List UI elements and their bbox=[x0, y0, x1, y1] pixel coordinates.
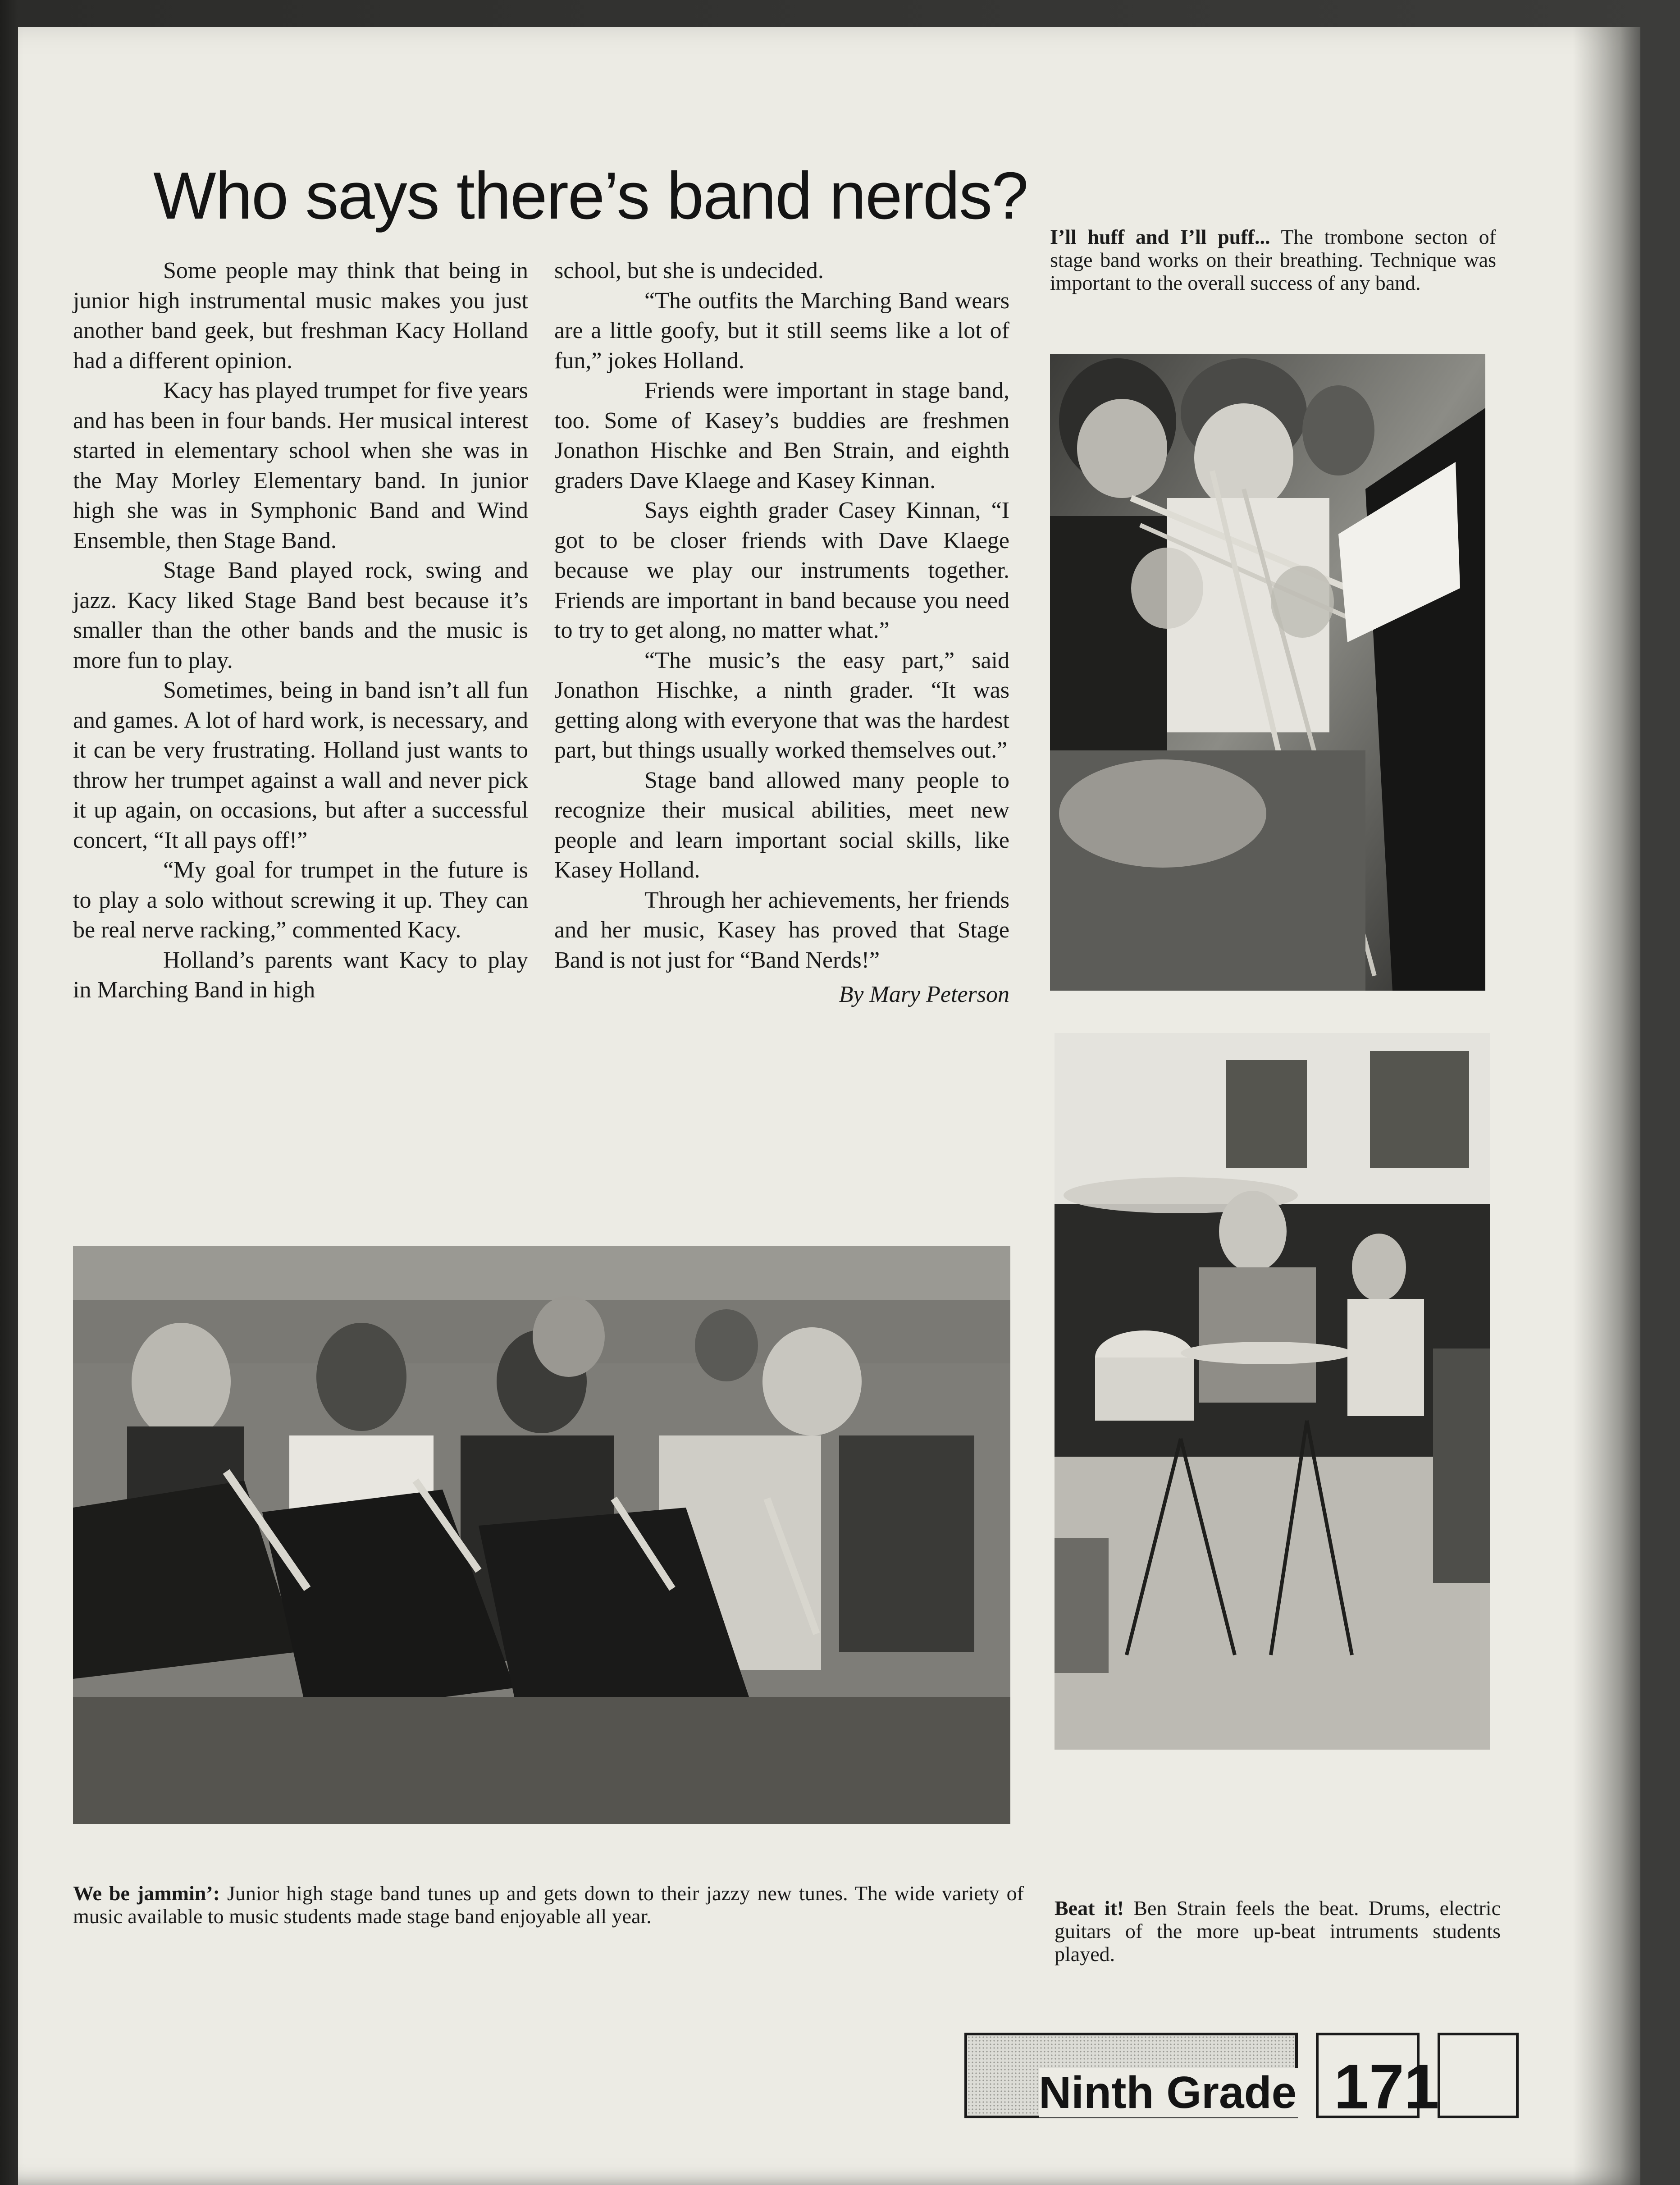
article-paragraph: Says eighth grader Casey Kinnan, “I got to be closer friends with Dave Klaege because we play our instruments together. Friends are important in band because you need to try to get along, no matter what.” bbox=[554, 498, 1009, 643]
caption-trombone bbox=[1050, 225, 1496, 294]
article-paragraph: Kacy has played trumpet for five years and has been in four bands. Her musical interest started in elementary school when she was in the May Morley Elementary band. In junior high she was in Symphonic Band and Wind Ensemble, then Stage Band. bbox=[73, 378, 528, 553]
article-paragraph: Stage band allowed many people to recognize their musical abilities, meet new people and learn important social skills, like Kasey Holland. bbox=[554, 767, 1009, 883]
article-paragraph: Through her achievements, her friends and her music, Kasey has proved that Stage Band is not just for “Band Nerds!” bbox=[554, 887, 1009, 973]
page-edge-shadow bbox=[1573, 27, 1640, 2185]
caption-lead: I’ll huff and I’ll puff... bbox=[1050, 225, 1270, 248]
article-paragraph: “My goal for trumpet in the future is to play a solo without screwing it up. They can be real nerve racking,” commented Kacy. bbox=[73, 857, 528, 943]
article-continuation: school, but she is undecided. bbox=[554, 258, 824, 283]
photo-trombone-section bbox=[1050, 354, 1485, 991]
yearbook-page bbox=[18, 27, 1640, 2185]
article-byline: By Mary Peterson bbox=[839, 982, 1009, 1007]
caption-text: Ben Strain feels the beat. Drums, electric guitars of the more up-beat intruments students played. bbox=[1055, 1897, 1501, 1966]
article-paragraph: Stage Band played rock, swing and jazz. Kacy liked Stage Band best because it’s smaller than the other bands and the music is more fun to play. bbox=[73, 558, 528, 673]
photo-drummer-image bbox=[1055, 1033, 1490, 1750]
photo-stage-band-image bbox=[73, 1246, 1010, 1824]
article-paragraph: “The music’s the easy part,” said Jonathon Hischke, a ninth grader. “It was getting along with everyone that was the hardest part, but things usually worked themselves out.” bbox=[554, 647, 1009, 763]
caption-lead: We be jammin’: bbox=[73, 1882, 220, 1905]
caption-stage-band bbox=[73, 1882, 1024, 1928]
photo-stage-band bbox=[73, 1246, 1010, 1824]
page-number: 171 bbox=[1334, 2051, 1439, 2122]
photo-trombone-image bbox=[1050, 354, 1485, 991]
caption-text: The trombone secton of stage band works on their breathing. Technique was important to the overall success of any band. bbox=[1050, 225, 1496, 294]
caption-drummer bbox=[1055, 1897, 1501, 1966]
photo-drummer bbox=[1055, 1033, 1490, 1750]
caption-text: Junior high stage band tunes up and gets down to their jazzy new tunes. The wide variety of music available to music students made stage band enjoyable all year. bbox=[73, 1882, 1024, 1928]
article-column-right bbox=[554, 256, 1009, 1010]
article-paragraph: Some people may think that being in junior high instrumental music makes you just another band geek, but freshman Kacy Holland had a different opinion. bbox=[73, 258, 528, 374]
article-paragraph: Friends were important in stage band, too. Some of Kasey’s buddies are freshmen Jonathon Hischke and Ben Strain, and eighth graders Dave Klaege and Kasey Kinnan. bbox=[554, 378, 1009, 494]
article-headline: Who says there’s band nerds? bbox=[153, 159, 1028, 233]
article-paragraph: Sometimes, being in band isn’t all fun and games. A lot of hard work, is necessary, and it can be very frustrating. Holland just wants to throw her trumpet against a wall and never pick it up again, on occasions, but after a successful concert, “It all pays off!” bbox=[73, 677, 528, 853]
article-paragraph: “The outfits the Marching Band wears are a little goofy, but it still seems like a lot of fun,” jokes Holland. bbox=[554, 288, 1009, 374]
article-paragraph: Holland’s parents want Kacy to play in Marching Band in high bbox=[73, 947, 528, 1003]
caption-lead: Beat it! bbox=[1055, 1897, 1124, 1920]
section-label: Ninth Grade bbox=[1039, 2068, 1299, 2117]
article-column-left bbox=[73, 256, 528, 1006]
folio-blank-box bbox=[1438, 2033, 1519, 2118]
page-folio bbox=[964, 2033, 1519, 2123]
